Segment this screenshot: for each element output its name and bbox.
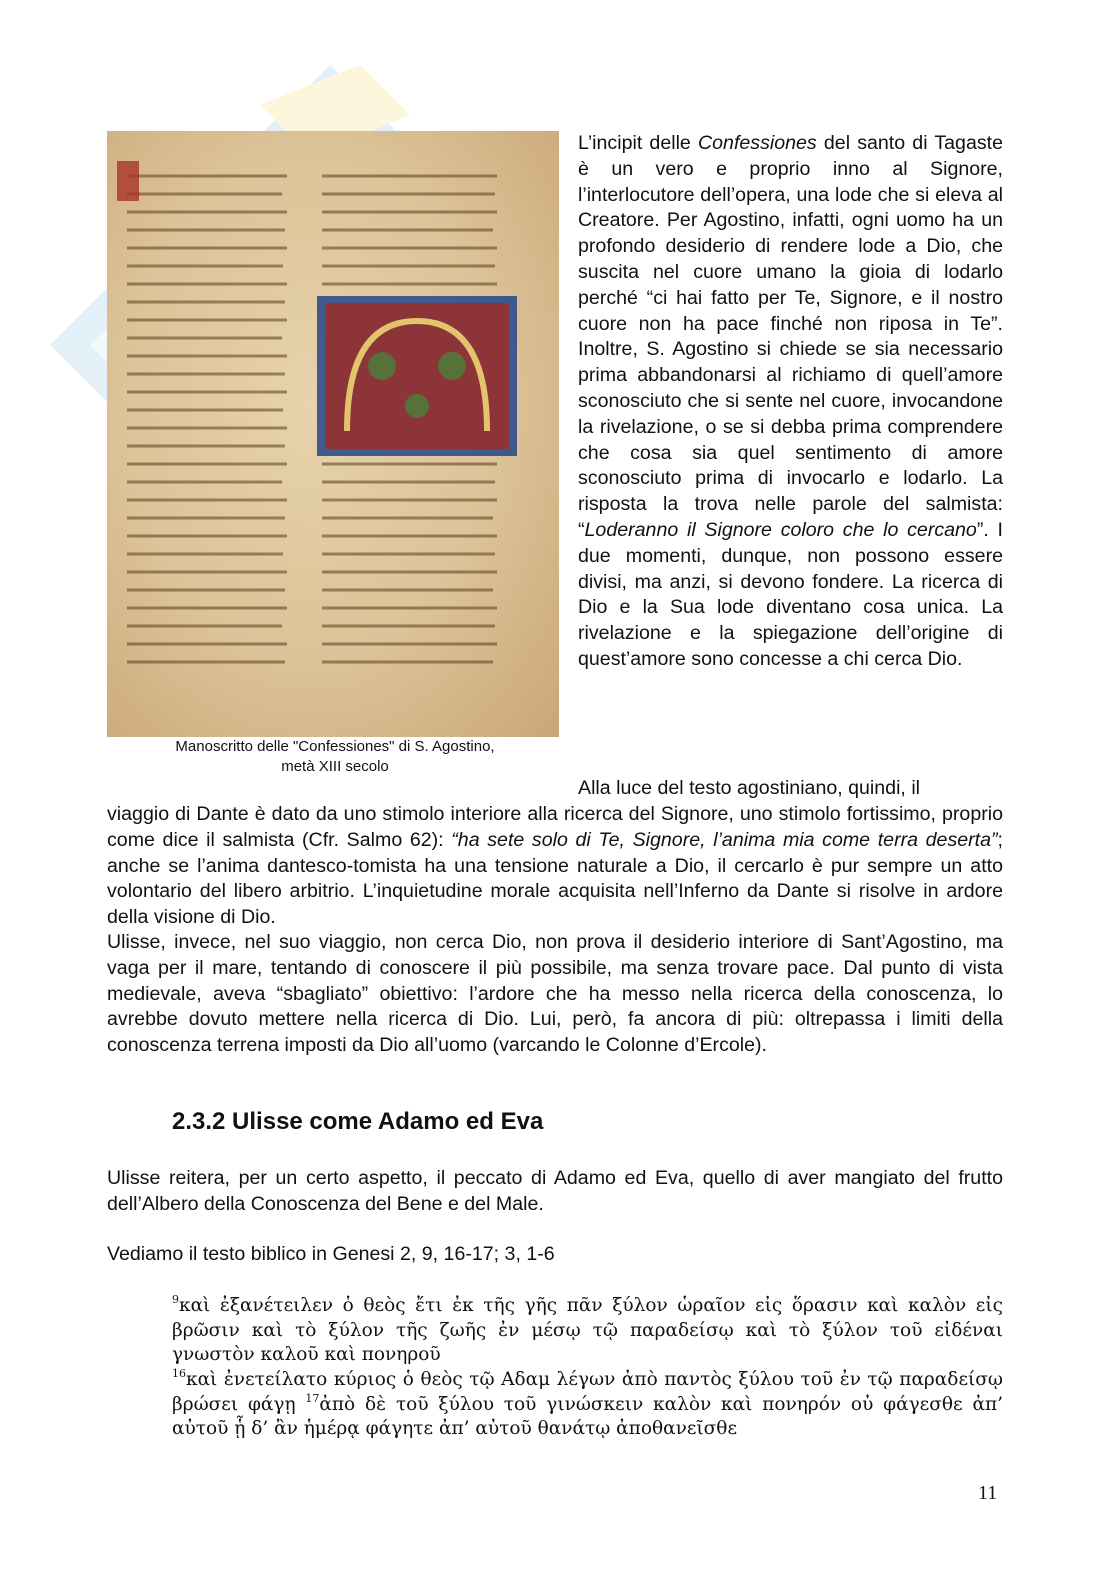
caption-line-2: metà XIII secolo — [281, 758, 389, 775]
section-heading: 2.3.2 Ulisse come Adamo ed Eva — [172, 1108, 544, 1135]
page-number: 11 — [978, 1482, 998, 1504]
paragraph-genesi-ref: Vediamo il testo biblico in Genesi 2, 9, 16-17; 3, 1-6 — [107, 1243, 555, 1265]
figure-caption — [137, 737, 533, 777]
paragraph-ulisse: Ulisse, invece, nel suo viaggio, non cerca Dio, non prova il desiderio interiore di Sant’Agostino, ma vaga per il mare, tentando di conoscere il più possibile, ma senza trovare pace. Dal punto di vista medievale, aveva “sbagliato” obiettivo: l’ardore che ha messo nella ricerca della conoscenza, lo avrebbe dovuto mettere nella ricerca di Dio. Lui, però, fa ancora di più: oltrepassa i limiti della conoscenza terrena imposti da Dio all’uomo (varcando le Colonne d’Ercole). — [107, 931, 1003, 1057]
paragraph-incipit: L’incipit delle Confessiones del santo di Tagaste è un vero e proprio inno al Signore, l’interlocutore dell’opera, una lode che si eleva al Creatore. Per Agostino, infatti, ogni uomo ha un profondo desiderio di rendere lode a Dio, che suscita nel cuore umano la gioia di lodarlo perché “ci hai fatto per Te, Signore, e il nostro cuore non ha pace finché non riposa in Te”. Inoltre, S. Agostino si chiede se sia necessario prima abbandonarsi al richiamo di quell’amore sconosciuto che si sente nel cuore, invocandone la rivelazione, o se si debba prima comprendere che cosa sia quel sentimento di amore sconosciuto prima di invocarlo e lodarlo. La risposta la trova nelle parole del salmista: “Loderanno il Signore coloro che lo cercano”. I due momenti, dunque, non possono essere divisi, ma anzi, si devono fondere. La ricerca di Dio e la Sua lode diventano cosa unica. La rivelazione e la spiegazione dell’origine di quest’amore sono concesse a chi cerca Dio. — [578, 132, 1003, 670]
greek-verses-16-17: $^{16}$καὶ ἐνετείλατο κύριος ὁ θεὸς τῷ Αδαμ λέγων ἀπὸ παντὸς ξύλου τοῦ ἐν τῷ παραδείσῳ βρώσει φάγῃ $^{17}$ἀπὸ δὲ τοῦ ξύλου τοῦ γινώσκειν καλὸν καὶ πονηρόν οὐ φάγεσθε ἀπ’ αὐτοῦ ᾗ δ’ ἂν ἡμέρᾳ φάγητε ἀπ’ αὐτοῦ θανάτῳ ἀποθανεῖσθε — [172, 1367, 1003, 1439]
caption-line-1: Manoscritto delle "Confessiones" di S. Agostino, — [175, 738, 495, 755]
manuscript-image — [107, 131, 559, 737]
paragraph-adamo: Ulisse reitera, per un certo aspetto, il peccato di Adamo ed Eva, quello di aver mangiato del frutto dell’Albero della Conoscenza del Bene e del Male. — [107, 1167, 1003, 1215]
paragraph-luce-start: Alla luce del testo agostiniano, quindi, il — [578, 777, 921, 799]
greek-verse-9: $^9$καὶ ἐξανέτειλεν ὁ θεὸς ἔτι ἐκ τῆς γῆς πᾶν ξύλον ὡραῖον εἰς ὅρασιν καὶ καλὸν εἰς βρῶσιν καὶ τὸ ξύλον τῆς ζωῆς ἐν μέσῳ τῷ παραδείσῳ καὶ τὸ ξύλον τοῦ εἰδέναι γνωστὸν καλοῦ καὶ πονηροῦ — [172, 1293, 1003, 1365]
paragraph-luce: viaggio di Dante è dato da uno stimolo interiore alla ricerca del Signore, uno stimolo fortissimo, proprio come dice il salmista (Cfr. Salmo 62): “ha sete solo di Te, Signore, l’anima mia come terra deserta”; anche se l’anima dantesco-tomista ha una tensione naturale a Dio, il cercarlo è pur sempre un atto volontario del libero arbitrio. L’inquietudine morale acquisita nell’Inferno da Dante si risolve in ardore della visione di Dio. — [107, 803, 1003, 929]
